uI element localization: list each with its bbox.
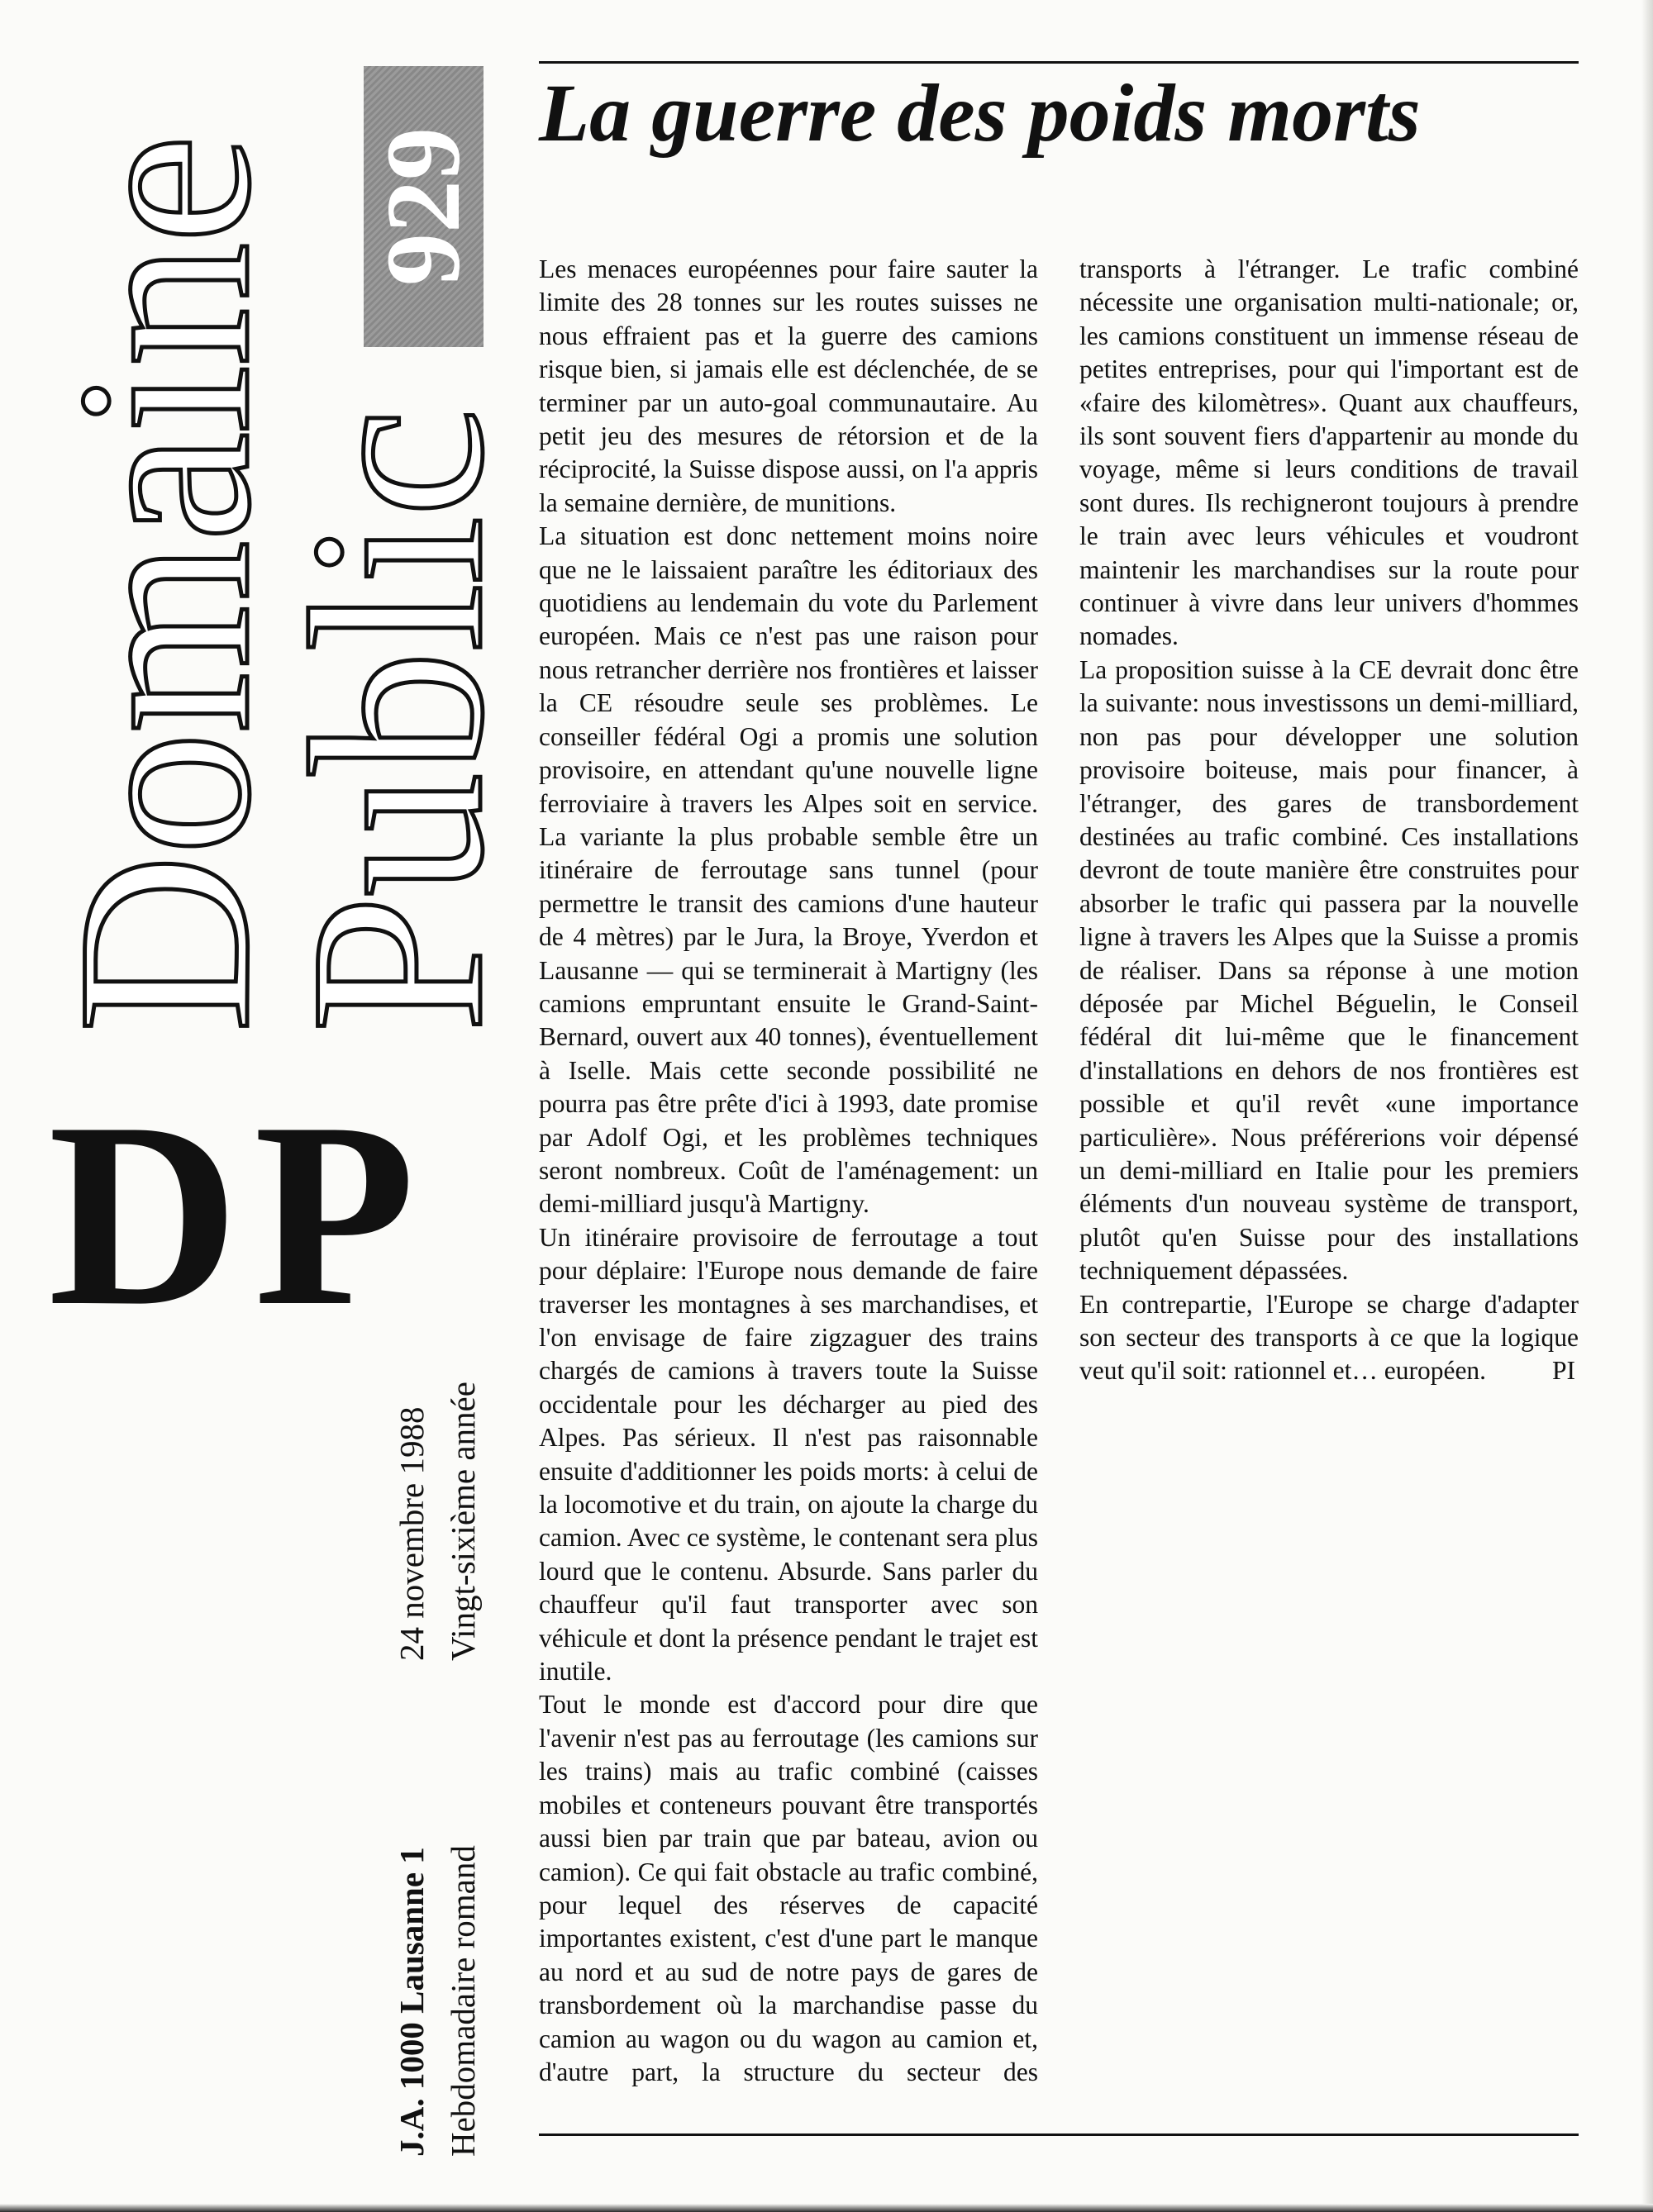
- publication-year: Vingt-sixième année: [444, 1382, 482, 1661]
- article-paragraph: La situation est donc nettement moins noire que ne le laissaient paraître les éditoriaux des quotidiens au lendemain du vote du Parlement européen. Mais ce n'est pas une raison pour nous retrancher derrière nos frontières et laisser la CE résoudre seule ses problèmes. Le conseiller fédéral Ogi a promis une solution provisoire, en attendant qu'une nouvelle ligne ferroviaire à travers les Alpes soit en service. La variante la plus probable semble être un itinéraire de ferroutage sans tunnel (pour permettre le transit des camions d'une hauteur de 4 mètres) par le Jura, la Broye, Yverdon et Lausanne — qui se terminerait à Martigny (les camions empruntant ensuite le Grand-Saint-Bernard, ouvert aux 40 tonnes), éventuellement à Iselle. Mais cette seconde possibilité ne pourra pas être prête d'ici à 1993, date promise par Adolf Ogi, et les problèmes techniques seront nombreux. Coût de l'aménagement: un demi-milliard jusqu'à Martigny.: [539, 521, 1038, 1219]
- author-signature: PI: [1551, 1356, 1575, 1386]
- article-paragraph-text: En contrepartie, l'Europe se charge d'adapter son secteur des transports à ce que la logique veut qu'il soit: rationnel et… européen.: [1079, 1289, 1579, 1386]
- issue-number-badge: 929: [364, 66, 484, 347]
- article-paragraph: Un itinéraire provisoire de ferroutage a tout pour déplaire: l'Europe nous demande de faire traverser les montagnes à ses marchandises, et l'on envisage de faire zigzaguer des trains chargés de camions à travers toute la Suisse occidentale pour les décharger au pied des Alpes. Pas sérieux. Il n'est pas raisonnable ensuite d'additionner les poids morts: à celui de la locomotive et du train, on ajoute la charge du camion. Avec ce système, le contenant sera plus lourd que le contenu. Absurde. Sans parler du chauffeur qu'il faut transporter avec son véhicule et dont la présence pendant le trajet est inutile.: [539, 1222, 1038, 1686]
- postal-line: J.A. 1000 Lausanne 1: [393, 1847, 431, 2157]
- top-rule: [539, 61, 1579, 64]
- article-paragraph: Tout le monde est d'accord pour dire que l'avenir n'est pas au ferroutage (les camions sur les trains) mais au trafic combiné (caisses mobiles et conteneurs pouvant être transportés aussi bien par train que par bateau, avion ou camion). Ce qui fait obstacle au trafic combiné, pour lequel des réserves de capacité importantes existent, c'est d'une part le manque au nord et au sud de notre pays de gares de transbordement où la marchandise passe du camion au wagon ou du wagon au camion et, d'autre part, la structure du secteur des transports à l'étranger. Le trafic combiné nécessite une organisation multi-nationale; or, les camions constituent un immense réseau de petites entreprises, pour qui l'important est de «faire des kilomètres». Quant aux chauffeurs, ils sont souvent fiers d'appartenir au monde du voyage, même si leurs conditions de travail sont dures. Ils rechigneront toujours à prendre le train avec leurs véhicules et voudront maintenir les marchandises sur la route pour continuer à vivre dans leur univers d'hommes nomades.: [539, 254, 1579, 2086]
- article-paragraph-last: [1079, 1288, 1579, 1388]
- article-body: [539, 253, 1579, 2120]
- bottom-rule: [539, 2134, 1579, 2136]
- article-headline: La guerre des poids morts: [539, 67, 1421, 159]
- page-edge-bottom: [0, 2204, 1653, 2212]
- masthead-title-public: Public: [260, 409, 534, 1033]
- issue-date: 24 novembre 1988: [393, 1406, 431, 1661]
- page-edge: [1641, 0, 1653, 2212]
- article-paragraph: La proposition suisse à la CE devrait donc être la suivante: nous investissons un demi-milliard, non pas pour développer une solution provisoire boiteuse, mais pour financer, à l'étranger, des gares de transbordement destinées au trafic combiné. Ces installations devront de toute manière être construites pour absorber le trafic qui passera par la nouvelle ligne à travers les Alpes que la Suisse a promis de réaliser. Dans sa réponse à une motion déposée par Michel Béguelin, le Conseil fédéral dit lui-même que le financement d'installations en dehors de nos frontières est possible et qu'il revêt «une importance particulière». Nous préférerions voir dépensé un demi-milliard en Italie pour les premiers éléments d'un nouveau système de transport, plutôt qu'en Suisse pour des installations techniquement dépassées.: [1079, 654, 1579, 1286]
- masthead-title-domaine: Domaine: [26, 136, 301, 1033]
- article-paragraph: Les menaces européennes pour faire sauter la limite des 28 tonnes sur les routes suisses ne nous effraient pas et la guerre des camions risque bien, si jamais elle est déclenchée, de se terminer par un auto-goal communautaire. Au petit jeu des mesures de rétorsion et de la réciprocité, la Suisse dispose aussi, on l'a appris la semaine dernière, de munitions.: [539, 254, 1038, 517]
- dp-logo: DP: [48, 1068, 431, 1361]
- publication-type: Hebdomadaire romand: [444, 1845, 482, 2157]
